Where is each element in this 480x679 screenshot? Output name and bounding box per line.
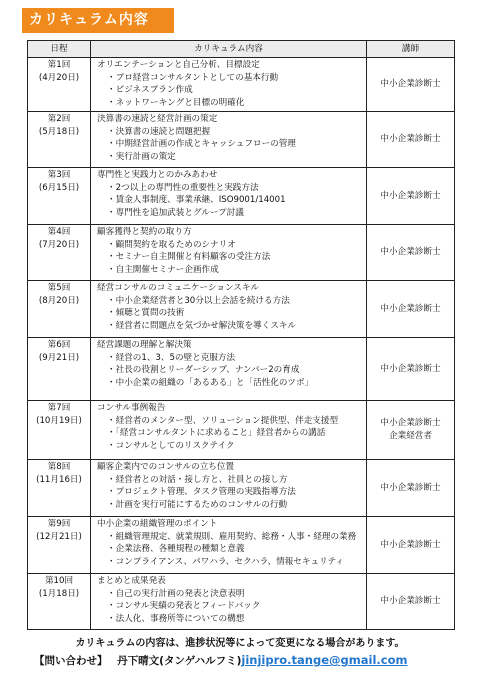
session-date: (8月20日) — [38, 296, 80, 306]
table-row — [28, 168, 455, 225]
session-date: (12月21日) — [36, 532, 82, 542]
table-row — [28, 574, 455, 630]
session-date: (1月18日) — [38, 589, 80, 599]
content-item: ・2つ以上の専門性の重要性と実践方法 — [107, 182, 259, 193]
table-row — [28, 460, 455, 517]
session-cell — [28, 281, 91, 338]
instructor-cell — [367, 338, 455, 401]
instructor-cell — [367, 401, 455, 460]
instructor-name: 中小企業診断士 — [380, 303, 441, 314]
table-row — [28, 281, 455, 338]
session-number: 第9回 — [47, 519, 71, 529]
session-heading: まとめと成果発表 — [97, 576, 166, 586]
instructor-name: 中小企業診断士 — [380, 79, 441, 89]
content-item: ・賃金人事制度、事業承継、ISO9001/14001 — [107, 195, 286, 205]
content-item: ・ビジネスプラン作成 — [107, 85, 193, 95]
session-date: (7月20日) — [38, 240, 80, 250]
content-cell — [91, 517, 367, 574]
session-date: (4月20日) — [38, 73, 80, 83]
content-item: ・セミナー自主開催と有料顧客の受注方法 — [107, 252, 271, 262]
content-cell — [91, 401, 367, 460]
content-cell — [91, 281, 367, 338]
content-item: ・組織管理規定、就業規則、雇用契約、総務・人事・経理の業務 — [107, 531, 357, 542]
session-date: (5月18日) — [38, 127, 80, 137]
instructor-name: 中小企業診断士 — [380, 134, 441, 144]
header-schedule: 日程 — [28, 41, 91, 58]
curriculum-table — [27, 40, 455, 630]
session-heading: 経営コンサルのコミュニケーションスキル — [97, 283, 259, 293]
content-cell — [91, 112, 367, 168]
content-item: ・経営の1、3、5の壁と克服方法 — [107, 352, 236, 363]
content-item: ・経営者に問題点を気づかせ解決策を導くスキル — [107, 320, 296, 331]
session-number: 第4回 — [47, 227, 71, 237]
content-item: ・決算書の速読と問題把握 — [107, 126, 211, 137]
content-cell — [91, 225, 367, 281]
instructor-name: 中小企業診断士 — [380, 418, 441, 428]
session-number: 第6回 — [47, 340, 71, 350]
instructor-cell — [367, 168, 455, 225]
content-item: ・傾聴と質問の技術 — [107, 308, 185, 318]
content-item: ・コンサルとしてのリスクテイク — [107, 440, 235, 451]
session-cell — [28, 225, 91, 281]
session-number: 第7回 — [47, 403, 71, 413]
content-item: ・企業法務、各種規程の種類と意義 — [107, 544, 245, 554]
content-item: ・「経営コンサルタントに求めること」経営者からの講話 — [107, 428, 326, 438]
content-cell — [91, 58, 367, 112]
session-cell — [28, 112, 91, 168]
session-heading: 顧客企業内でのコンサルの立ち位置 — [97, 462, 235, 472]
content-item: ・実行計画の策定 — [107, 151, 176, 162]
session-heading: 経営課題の理解と解決策 — [97, 340, 192, 350]
content-item: ・経営者との対話・接し方と、社員との接し方 — [107, 474, 288, 485]
session-date: (11月16日) — [36, 475, 82, 485]
change-notice: カリキュラムの内容は、進捗状況等によって変更になる場合があります。 — [75, 638, 405, 649]
table-row — [28, 58, 455, 112]
content-item: ・ネットワーキングと目標の明確化 — [107, 97, 245, 108]
instructor-cell — [367, 460, 455, 517]
session-date: (6月15日) — [38, 183, 80, 193]
session-cell — [28, 58, 91, 112]
table-row — [28, 517, 455, 574]
session-heading: 中小企業の組織管理のポイント — [97, 519, 218, 529]
session-cell — [28, 168, 91, 225]
session-heading: 決算書の速読と経営計画の策定 — [97, 114, 218, 124]
content-item: ・中小企業経営者と30分以上会話を続ける方法 — [107, 295, 290, 306]
session-number: 第5回 — [47, 283, 71, 293]
instructor-name: 中小企業診断士 — [380, 539, 441, 550]
session-cell — [28, 460, 91, 517]
instructor-cell — [367, 58, 455, 112]
table-row — [28, 338, 455, 401]
instructor-name: 中小企業診断士 — [380, 482, 441, 493]
instructor-name: 中小企業診断士 — [380, 247, 441, 257]
instructor-cell — [367, 112, 455, 168]
header-instructor: 講師 — [367, 41, 455, 58]
content-cell — [91, 460, 367, 517]
content-item: ・コンプライアンス、パワハラ、セクハラ、情報セキュリティ — [107, 556, 345, 567]
content-item: ・自己の実行計画の発表と決意表明 — [107, 588, 245, 599]
contact-name: 丹下晴文(タンゲハルフミ) — [117, 655, 242, 667]
session-heading: 顧客獲得と契約の取り方 — [97, 227, 192, 237]
session-heading: オリエンテーションと自己分析、目標設定 — [97, 60, 260, 70]
session-cell — [28, 338, 91, 401]
table-row — [28, 112, 455, 168]
session-number: 第1回 — [47, 60, 71, 70]
header-content: カリキュラム内容 — [91, 41, 367, 58]
content-item: ・中期経営計画の作成とキャッシュフローの管理 — [107, 139, 296, 149]
session-number: 第10回 — [44, 576, 74, 586]
contact-email-link[interactable]: jinjipro.tange@gmail.com — [241, 653, 408, 667]
content-item: ・プロジェクト管理、タスク管理の実践指導方法 — [107, 487, 296, 497]
content-item: ・コンサル実績の発表とフィードバック — [107, 601, 261, 611]
content-cell — [91, 168, 367, 225]
session-date: (9月21日) — [38, 353, 80, 363]
content-item: ・顧問契約を取るためのシナリオ — [107, 239, 236, 250]
session-heading: コンサル事例報告 — [97, 403, 166, 413]
instructor-name: 企業経営者 — [389, 431, 432, 441]
session-cell — [28, 574, 91, 630]
instructor-cell — [367, 225, 455, 281]
contact-label: 【問い合わせ】 — [34, 655, 108, 667]
session-number: 第8回 — [47, 462, 71, 472]
content-item: ・中小企業の組織の「あるある」と「活性化のツボ」 — [107, 377, 314, 388]
session-heading: 専門性と実践力とのかみあわせ — [97, 170, 218, 180]
content-cell — [91, 338, 367, 401]
session-number: 第3回 — [47, 170, 71, 180]
contact-line — [34, 653, 407, 668]
content-item: ・社長の役割とリーダーシップ、ナンバー2の育成 — [107, 365, 300, 375]
content-item: ・法人化、事務所等についての構想 — [107, 613, 245, 624]
session-number: 第2回 — [47, 114, 71, 124]
table-header-row — [28, 41, 455, 58]
content-item: ・経営者のメンター型、ソリューション提供型、伴走支援型 — [107, 415, 339, 426]
page-title: カリキュラム内容 — [22, 8, 174, 33]
content-item: ・プロ経営コンサルタントとしての基本行動 — [107, 72, 279, 83]
session-cell — [28, 401, 91, 460]
table-row — [28, 225, 455, 281]
instructor-cell — [367, 517, 455, 574]
content-item: ・専門性を追加武装とグループ討議 — [107, 207, 244, 218]
content-cell — [91, 574, 367, 630]
session-cell — [28, 517, 91, 574]
instructor-name: 中小企業診断士 — [380, 190, 441, 201]
table-row — [28, 401, 455, 460]
instructor-cell — [367, 574, 455, 630]
content-item: ・自主開催セミナー企画作成 — [107, 264, 219, 275]
content-item: ・計画を実行可能にするためのコンサルの行動 — [107, 499, 288, 510]
session-date: (10月19日) — [36, 416, 82, 426]
instructor-cell — [367, 281, 455, 338]
instructor-name: 中小企業診断士 — [380, 363, 441, 374]
instructor-name: 中小企業診断士 — [380, 596, 441, 606]
